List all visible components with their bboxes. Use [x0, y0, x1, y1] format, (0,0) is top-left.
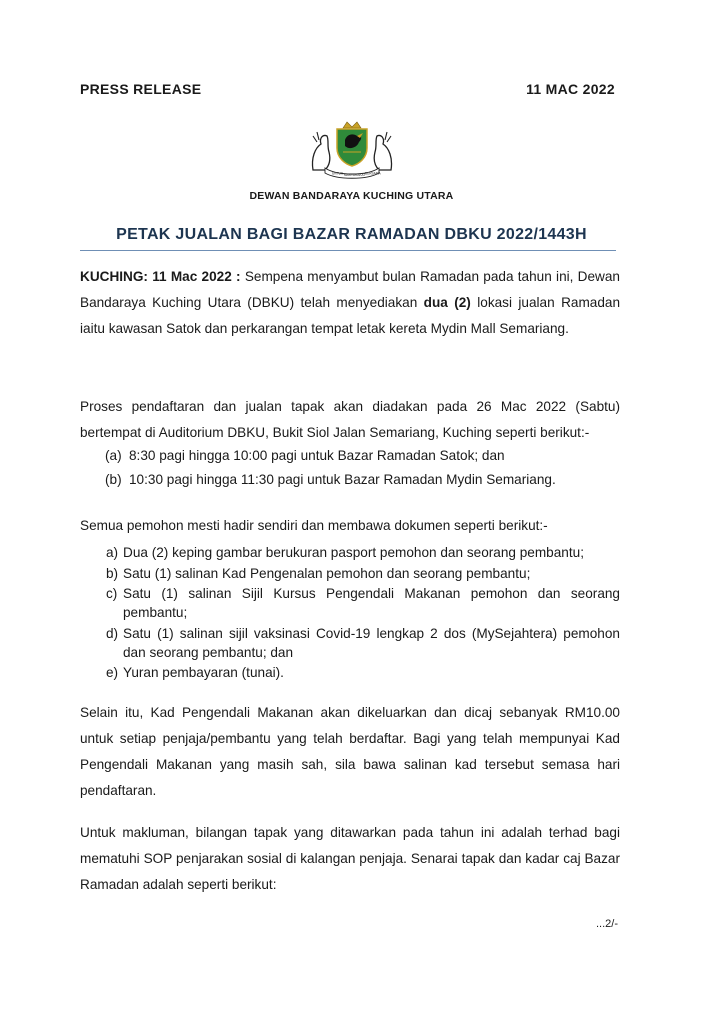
- paragraph-intro: KUCHING: 11 Mac 2022 : Sempena menyambut bulan Ramadan pada tahun ini, Dewan Bandaraya Kuching Utara (DBKU) telah menyediakan dua (2) lokasi jualan Ramadan iaitu kawasan Satok dan perkarangan tempat letak kereta Mydin Mall Semariang.: [80, 269, 621, 336]
- paragraph-documents-intro: Semua pemohon mesti hadir sendiri dan membawa dokumen seperti berikut:-: [80, 518, 548, 533]
- organization-name: DEWAN BANDARAYA KUCHING UTARA: [249, 190, 454, 202]
- list-item: d) Satu (1) salinan sijil vaksinasi Covid-19 lengkap 2 dos (MySejahtera) pemohon dan seorang pembantu; dan: [106, 626, 620, 660]
- dbku-crest-icon: [307, 118, 397, 180]
- list-item: (b) 10:30 pagi hingga 11:30 pagi untuk Bazar Ramadan Mydin Semariang.: [105, 472, 556, 487]
- document-title: PETAK JUALAN BAGI BAZAR RAMADAN DBKU 2022/1443H: [116, 226, 587, 243]
- title-divider: [80, 250, 616, 251]
- svg-text:MASYARAKAT: MASYARAKAT: [344, 173, 366, 178]
- press-release-label: PRESS RELEASE: [80, 81, 202, 97]
- dateline: KUCHING: 11 Mac 2022 :: [80, 269, 241, 284]
- paragraph-site-limits: Untuk makluman, bilangan tapak yang ditawarkan pada tahun ini adalah terhad bagi mematuhi SOP penjarakan sosial di kalangan penjaja. Senarai tapak dan kadar caj Bazar Ramadan adalah seperti berikut:: [80, 825, 620, 892]
- list-item: c) Satu (1) salinan Sijil Kursus Pengendali Makanan pemohon dan seorang pembantu;: [106, 586, 620, 620]
- paragraph-food-handler-card: Selain itu, Kad Pengendali Makanan akan dikeluarkan dan dicaj sebanyak RM10.00 untuk setiap penjaja/pembantu yang telah berdaftar. Bagi yang telah mempunyai Kad Pengendali Makanan yang masih sah, sila bawa salinan kad tersebut semasa hari pendaftaran.: [80, 705, 620, 798]
- page-indicator: ...2/-: [595, 918, 618, 930]
- svg-text:BERSAMA: BERSAMA: [365, 171, 381, 176]
- list-item: (a) 8:30 pagi hingga 10:00 pagi untuk Bazar Ramadan Satok; dan: [105, 448, 505, 463]
- list-item: a) Dua (2) keping gambar berukuran pasport pemohon dan seorang pembantu;: [106, 545, 584, 560]
- list-item: b) Satu (1) salinan Kad Pengenalan pemohon dan seorang pembantu;: [106, 566, 531, 581]
- svg-text:UNTUK: UNTUK: [332, 171, 343, 176]
- release-date: 11 MAC 2022: [526, 81, 615, 97]
- paragraph-registration: Proses pendaftaran dan jualan tapak akan diadakan pada 26 Mac 2022 (Sabtu) bertempat di Auditorium DBKU, Bukit Siol Jalan Semariang, Kuching seperti berikut:-: [80, 399, 620, 440]
- list-item: e) Yuran pembayaran (tunai).: [106, 665, 284, 680]
